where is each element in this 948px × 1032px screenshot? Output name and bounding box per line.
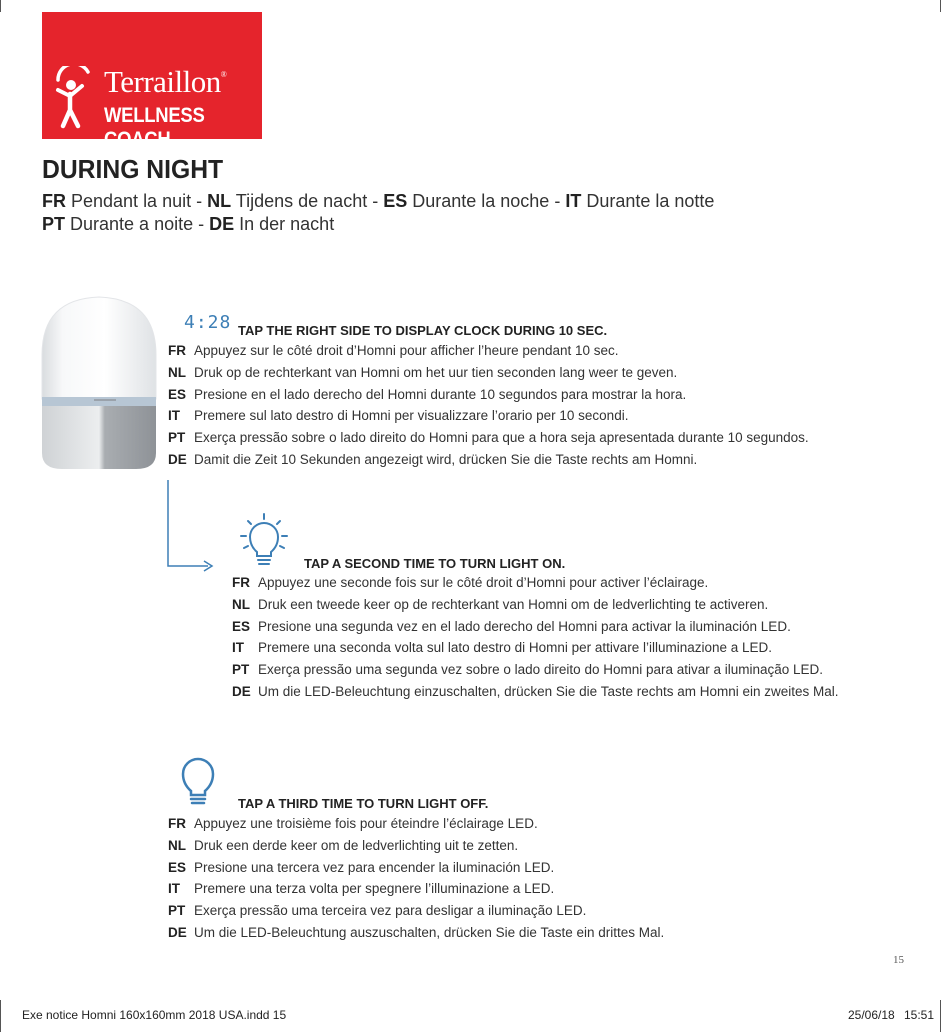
clock-display-icon: 4:28	[184, 312, 232, 333]
crop-mark	[940, 0, 941, 12]
instruction-text: Presione en el lado derecho del Homni durante 10 segundos para mostrar la hora.	[194, 386, 687, 402]
instruction-line	[232, 640, 772, 660]
title-translation: Durante la notte	[581, 191, 715, 211]
language-code: IT	[168, 881, 180, 897]
crop-mark	[0, 0, 1, 12]
step-2-title: TAP A SECOND TIME TO TURN LIGHT ON.	[304, 556, 566, 571]
page-title: DURING NIGHT	[42, 154, 224, 184]
instruction-line	[168, 408, 628, 428]
title-translation: In der nacht	[234, 214, 335, 234]
instruction-line	[168, 365, 677, 385]
language-code: PT	[42, 214, 66, 234]
instruction-line	[168, 452, 697, 472]
language-code: NL	[168, 364, 186, 380]
language-code: FR	[232, 575, 250, 590]
instruction-line	[232, 575, 708, 595]
footer-file-name: Exe notice Homni 160x160mm 2018 USA.indd 15	[22, 1008, 287, 1022]
instruction-text: Presione una tercera vez para encender la iluminación LED.	[194, 859, 555, 875]
title-translation: Pendant la nuit	[66, 191, 192, 211]
language-code: FR	[42, 191, 66, 211]
instruction-text: Premere una seconda volta sul lato destro di Homni per attivare l’illuminazione a LED.	[258, 640, 773, 656]
arrow-connector-icon	[160, 480, 216, 572]
lightbulb-off-icon	[180, 755, 216, 809]
language-code: FR	[168, 816, 186, 831]
language-code: NL	[168, 837, 186, 853]
title-translation: Durante a noite	[65, 214, 194, 234]
separator: -	[549, 191, 566, 211]
wellness-figure-icon	[54, 66, 94, 136]
instruction-text: Druk een derde keer om de ledverlichting uit te zetten.	[194, 837, 519, 853]
instruction-line	[168, 903, 586, 923]
separator: -	[193, 214, 210, 234]
crop-mark	[940, 1000, 941, 1032]
step-3-title: TAP A THIRD TIME TO TURN LIGHT OFF.	[238, 796, 489, 811]
language-code: DE	[168, 452, 187, 467]
instruction-text: Exerça pressão uma terceira vez para desligar a iluminação LED.	[194, 903, 587, 919]
instruction-text: Appuyez sur le côté droit d’Homni pour afficher l’heure pendant 10 sec.	[194, 343, 619, 358]
instruction-line	[232, 619, 791, 639]
instruction-text: Druk een tweede keer op de rechterkant van Homni om de ledverlichting te activeren.	[258, 596, 769, 612]
footer-time: 15:51	[904, 1008, 935, 1022]
instruction-line	[232, 684, 839, 704]
instruction-line	[168, 881, 554, 901]
instruction-line	[168, 430, 809, 450]
instruction-line	[168, 860, 554, 880]
title-translation: Durante la noche	[407, 191, 550, 211]
instruction-line	[168, 816, 538, 836]
instruction-line	[168, 838, 518, 858]
footer-date: 25/06/18	[848, 1008, 895, 1022]
instruction-text: Premere sul lato destro di Homni per visualizzare l’orario per 10 secondi.	[194, 408, 629, 424]
language-code: NL	[207, 191, 232, 211]
homni-device-image	[40, 295, 158, 473]
language-code: IT	[168, 408, 180, 424]
instruction-text: Appuyez une troisième fois pour éteindre l’éclairage LED.	[194, 816, 538, 831]
language-code: ES	[168, 386, 187, 402]
separator: -	[367, 191, 384, 211]
instruction-text: Premere una terza volta per spegnere l’illuminazione a LED.	[194, 881, 555, 897]
instruction-text: Appuyez une seconde fois sur le côté droit d’Homni pour activer l’éclairage.	[258, 575, 709, 590]
logo-tagline: WELLNESS COACH	[104, 104, 205, 151]
step-1-title: TAP THE RIGHT SIDE TO DISPLAY CLOCK DURING 10 SEC.	[238, 323, 608, 338]
instruction-text: Presione una segunda vez en el lado derecho del Homni para activar la iluminación LED.	[258, 618, 791, 634]
instruction-line	[168, 925, 664, 945]
logo-brand: Terraillon®	[104, 64, 227, 99]
language-code: ES	[232, 618, 251, 634]
instruction-text: Exerça pressão uma segunda vez sobre o lado direito do Homni para ativar a iluminação LED.	[258, 662, 824, 678]
instruction-line	[232, 597, 768, 617]
terraillon-logo	[42, 12, 262, 151]
instruction-text: Exerça pressão sobre o lado direito do Homni para que a hora seja apresentada durante 10 segundos.	[194, 430, 809, 446]
language-code: PT	[168, 903, 186, 919]
title-translations-line-2	[42, 214, 334, 235]
language-code: PT	[232, 662, 250, 678]
language-code: ES	[168, 859, 187, 875]
instruction-line	[168, 387, 686, 407]
instruction-text: Um die LED-Beleuchtung einzuschalten, drücken Sie die Taste rechts am Homni ein zweites Mal.	[258, 684, 839, 699]
page-number: 15	[893, 954, 904, 966]
title-translations-line-1	[42, 191, 714, 212]
instruction-line	[168, 343, 619, 363]
language-code: DE	[232, 684, 251, 699]
instruction-line	[232, 662, 823, 682]
title-translation: Tijdens de nacht	[231, 191, 368, 211]
separator: -	[191, 191, 208, 211]
language-code: IT	[565, 191, 582, 211]
instruction-text: Druk op de rechterkant van Homni om het uur tien seconden lang weer te geven.	[194, 364, 678, 380]
language-code: NL	[232, 596, 250, 612]
language-code: PT	[168, 430, 186, 446]
language-code: FR	[168, 343, 186, 358]
language-code: ES	[383, 191, 408, 211]
language-code: DE	[168, 925, 187, 940]
instruction-text: Um die LED-Beleuchtung auszuschalten, drücken Sie die Taste ein drittes Mal.	[194, 925, 665, 940]
lightbulb-on-icon	[238, 512, 290, 570]
instruction-text: Damit die Zeit 10 Sekunden angezeigt wird, drücken Sie die Taste rechts am Homni.	[194, 452, 698, 467]
language-code: IT	[232, 640, 244, 656]
crop-mark	[0, 1000, 1, 1032]
language-code: DE	[209, 214, 235, 234]
